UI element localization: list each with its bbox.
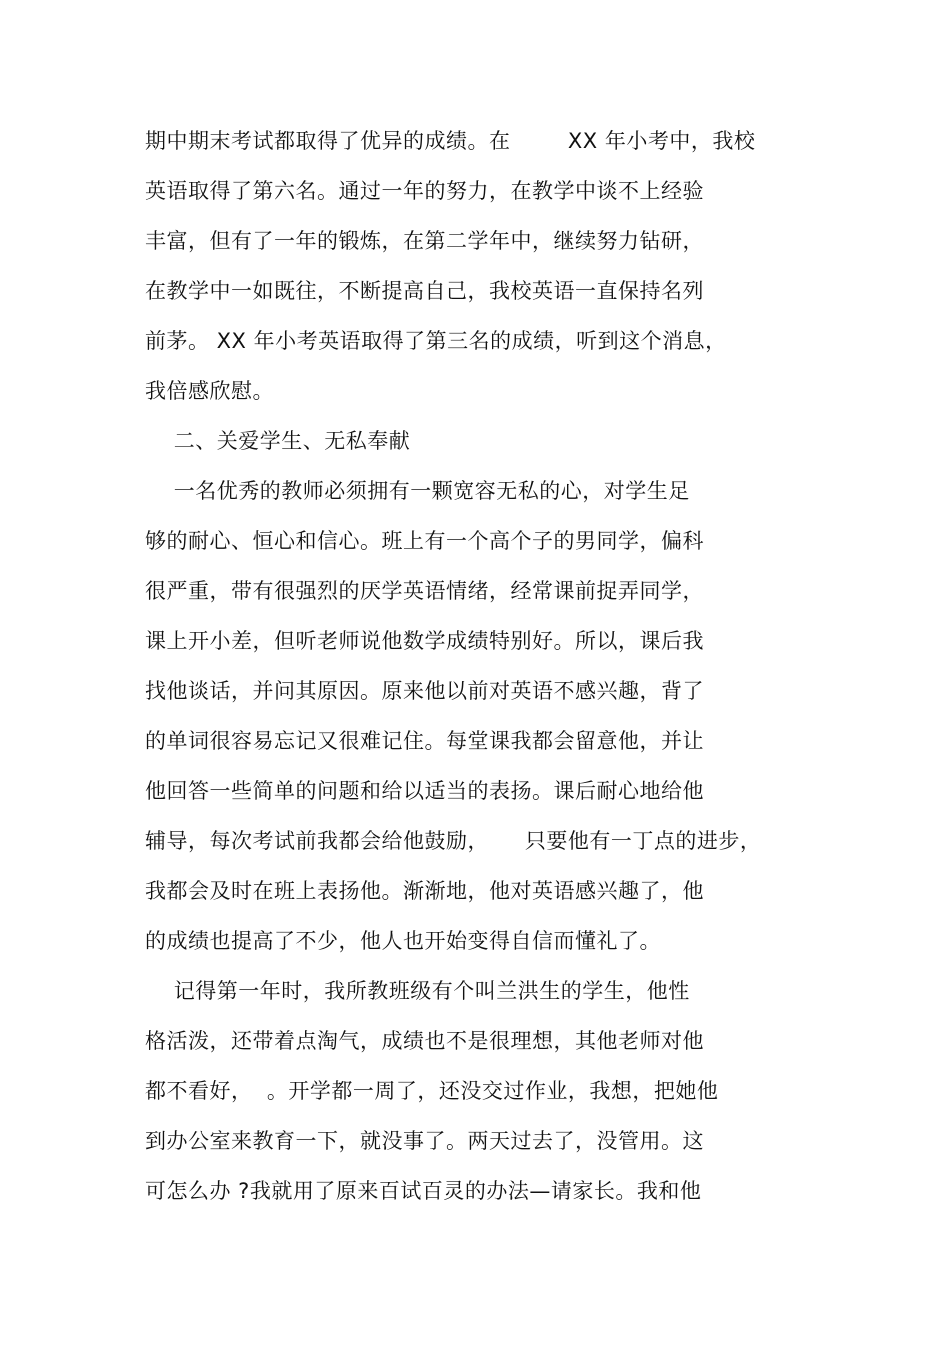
text-line: 找他谈话，并问其原因。原来他以前对英语不感兴趣，背了: [145, 679, 704, 703]
text-line: 都不看好， 。开学都一周了，还没交过作业，我想，把她他: [145, 1079, 719, 1103]
text-line: 记得第一年时，我所教班级有个叫兰洪生的学生，他性: [145, 979, 690, 1003]
text-line: 够的耐心、恒心和信心。班上有一个高个子的男同学，偏科: [145, 529, 704, 553]
text-line: 的成绩也提高了不少，他人也开始变得自信而懂礼了。: [145, 929, 661, 953]
text-line: 一名优秀的教师必须拥有一颗宽容无私的心，对学生足: [145, 479, 690, 503]
section-heading: 二、关爱学生、无私奉献: [145, 429, 411, 453]
text-line: 课上开小差，但听老师说他数学成绩特别好。所以，课后我: [145, 629, 704, 653]
text-line: 很严重，带有很强烈的厌学英语情绪，经常课前捉弄同学，: [145, 579, 704, 603]
text-line: 我都会及时在班上表扬他。渐渐地，他对英语感兴趣了，他: [145, 879, 704, 903]
text-line: 前茅。 XX 年小考英语取得了第三名的成绩，听到这个消息，: [145, 329, 727, 353]
text-line: 辅导，每次考试前我都会给他鼓励， 只要他有一丁点的进步，: [145, 829, 762, 853]
text-line: 格活泼，还带着点淘气，成绩也不是很理想，其他老师对他: [145, 1029, 704, 1053]
text-line: 在教学中一如既往，不断提高自己，我校英语一直保持名列: [145, 279, 704, 303]
text-line: 到办公室来教育一下，就没事了。两天过去了，没管用。这: [145, 1129, 704, 1153]
text-line: 丰富，但有了一年的锻炼，在第二学年中，继续努力钻研，: [145, 229, 704, 253]
text-line: 可怎么办 ?我就用了原来百试百灵的办法—请家长。我和他: [145, 1179, 702, 1203]
text-line: 英语取得了第六名。通过一年的努力，在教学中谈不上经验: [145, 179, 704, 203]
text-line: 他回答一些简单的问题和给以适当的表扬。课后耐心地给他: [145, 779, 704, 803]
text-line: 我倍感欣慰。: [145, 379, 274, 403]
text-line: 期中期末考试都取得了优异的成绩。在 XX 年小考中，我校: [145, 129, 756, 153]
text-line: 的单词很容易忘记又很难记住。每堂课我都会留意他，并让: [145, 729, 704, 753]
